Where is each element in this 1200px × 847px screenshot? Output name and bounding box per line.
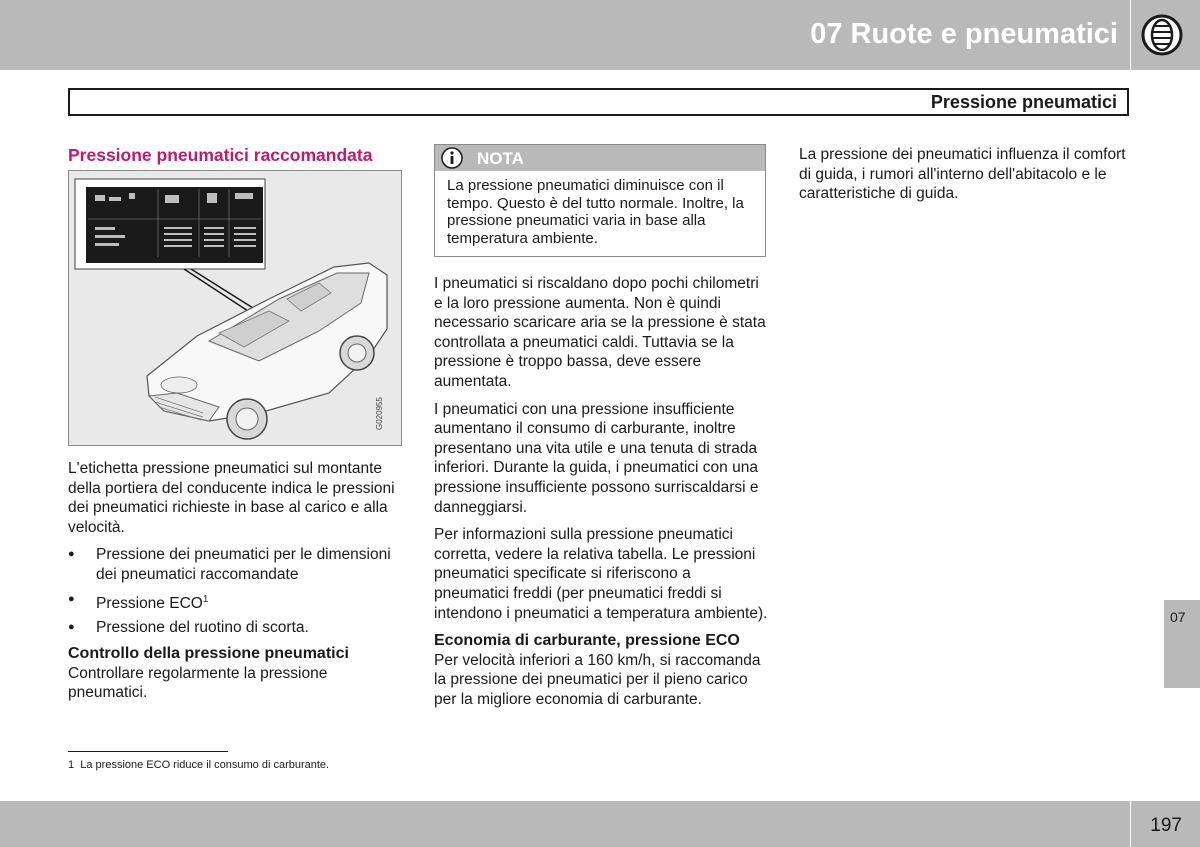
check-subheading: Controllo della pressione pneumatici (68, 644, 349, 662)
middle-column (434, 274, 768, 717)
left-heading: Pressione pneumatici raccomandata (68, 145, 373, 165)
page-number: 197 (1150, 815, 1182, 836)
right-column (799, 145, 1129, 212)
note-box (434, 144, 766, 257)
eco-subheading: Economia di carburante, pressione ECO (434, 632, 740, 650)
side-tab-label: 07 (1170, 609, 1186, 625)
footnote-text: La pressione ECO riduce il consumo di carburante. (80, 759, 330, 771)
tire-icon (1141, 14, 1183, 56)
middle-paragraph-2: I pneumatici con una pressione insufficiente aumentano il consumo di carburante, inoltre presentano una vita utile e una tenuta di strada inferiori. Durante la guida, i pneumatici con una pressione insufficiente possono surriscaldarsi e danneggiarsi. (434, 400, 759, 516)
left-column (68, 459, 402, 711)
eco-paragraph: Per velocità inferiori a 160 km/h, si raccomanda la pressione dei pneumatici per il pieno carico per la migliore economia di carburante. (434, 651, 761, 708)
car-illustration (68, 170, 402, 446)
middle-paragraph-3: Per informazioni sulla pressione pneumatici corretta, vedere la relativa tabella. Le pressioni pneumatici specificate si riferiscono a pneumatici freddi (per pneumatici freddi si intendono i pneumatici a temperatura ambiente). (434, 526, 768, 622)
list-item: ● Pressione del ruotino di scorta. (68, 618, 402, 638)
note-header (435, 145, 765, 171)
info-icon (441, 147, 463, 169)
check-paragraph: Controllare regolarmente la pressione pneumatici. (68, 664, 328, 702)
section-title: Pressione pneumatici (930, 92, 1117, 112)
list-item: ● Pressione ECO$^1$ (68, 590, 402, 614)
car-drawing (69, 171, 401, 445)
chapter-title: 07 Ruote e pneumatici (810, 18, 1118, 50)
middle-paragraph-1: I pneumatici si riscaldano dopo pochi chilometri e la loro pressione aumenta. Non è quindi necessario scaricare aria se la pressione è stata controllata a pneumatici caldi. Tuttavia se la pressione è troppo bassa, deve essere aumentata. (434, 275, 766, 390)
list-item: ● Pressione dei pneumatici per le dimensioni dei pneumatici raccomandate (68, 545, 402, 584)
section-title-box (68, 88, 1129, 116)
figure-code: G020955 (375, 397, 384, 430)
footnote (68, 759, 329, 771)
footer-bar (0, 801, 1130, 847)
footnote-ref: 1 (202, 593, 209, 605)
footnote-rule (68, 751, 228, 752)
right-paragraph-1: La pressione dei pneumatici influenza il comfort di guida, i rumori all'interno dell'abitacolo e le caratteristiche di guida. (799, 146, 1126, 203)
note-label: NOTA (477, 149, 524, 168)
intro-paragraph: L'etichetta pressione pneumatici sul montante della portiera del conducente indica le pressioni dei pneumatici richieste in base al carico e alla velocità. (68, 460, 395, 536)
footnote-number: 1 (68, 759, 75, 771)
note-text: La pressione pneumatici diminuisce con il tempo. Questo è del tutto normale. Inoltre, la pressione pneumatici varia in base alla temperatura ambiente. (447, 177, 744, 247)
pressure-list (68, 545, 402, 638)
